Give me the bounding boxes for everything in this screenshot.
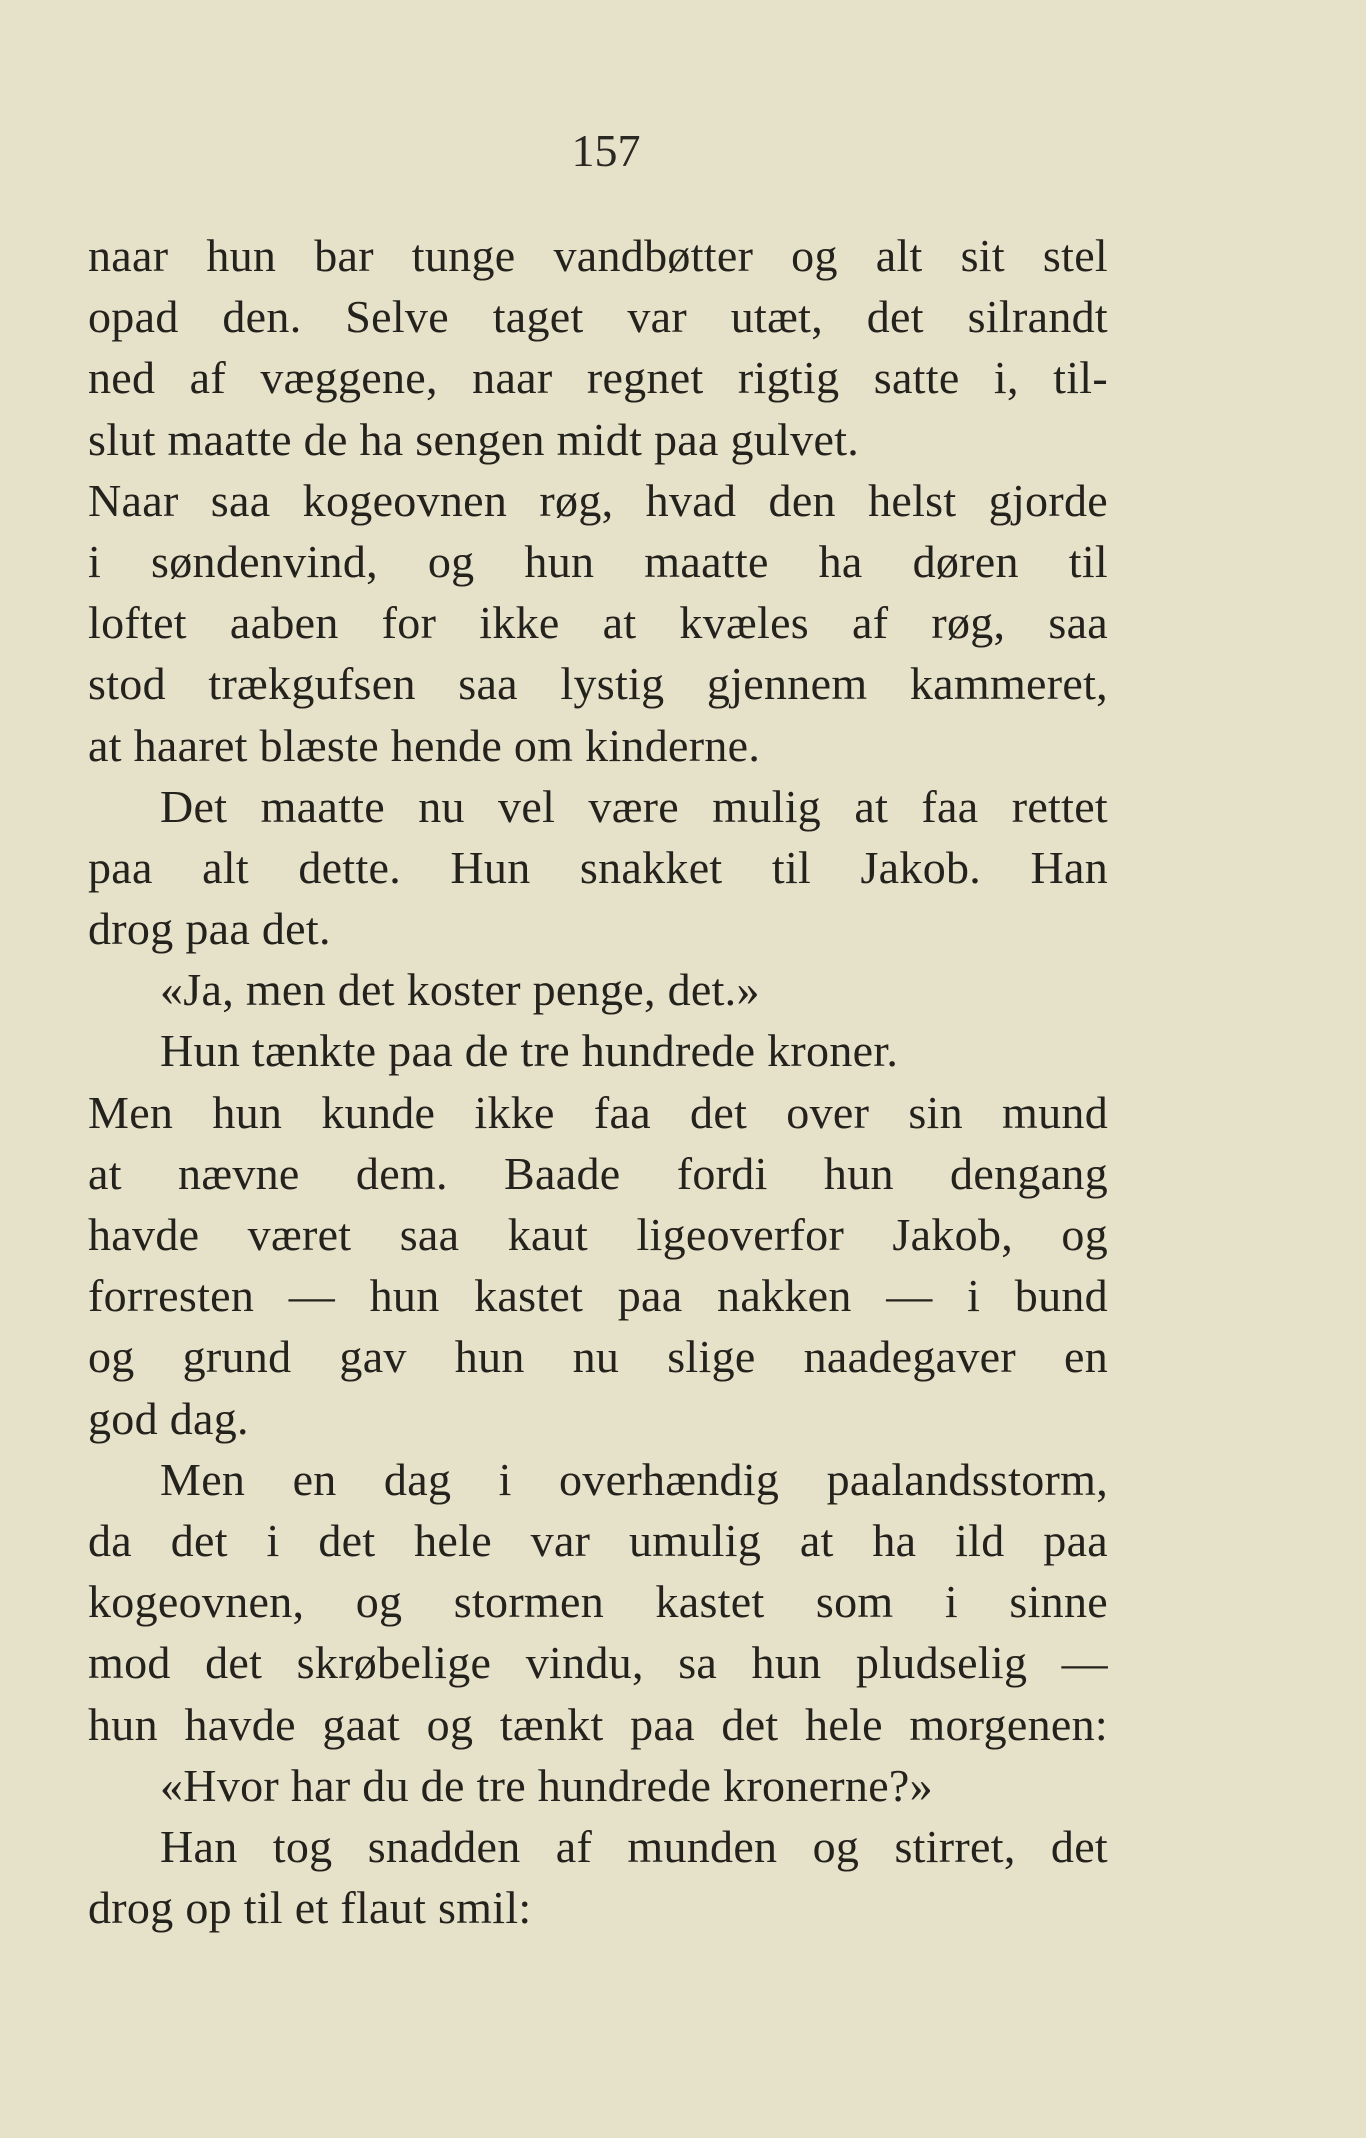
text-line: naar hun bar tunge vandbøtter og alt sit stel: [88, 230, 1108, 281]
text-line: at nævne dem. Baade fordi hun dengang: [88, 1147, 1108, 1199]
text-line: «Hvor har du de tre hundrede kronerne?»: [160, 1759, 933, 1811]
text-line: hun havde gaat og tænkt paa det hele morgenen:: [88, 1698, 1108, 1750]
text-line: havde været saa kaut ligeoverfor Jakob, og: [88, 1209, 1108, 1260]
text-line: stod trækgufsen saa lystig gjennem kammeret,: [88, 658, 1108, 710]
text-line: Det maatte nu vel være mulig at faa rettet: [160, 780, 1108, 832]
page-number: 157: [571, 125, 641, 176]
text-line: slut maatte de ha sengen midt paa gulvet.: [88, 413, 860, 465]
text-line: paa alt dette. Hun snakket til Jakob. Han: [88, 841, 1108, 893]
text-line: forresten — hun kastet paa nakken — i bund: [88, 1270, 1108, 1322]
text-line: Naar saa kogeovnen røg, hvad den helst gjorde: [88, 474, 1108, 526]
text-line: at haaret blæste hende om kinderne.: [88, 719, 761, 771]
text-line: drog paa det.: [88, 903, 331, 955]
text-line: Hun tænkte paa de tre hundrede kroner.: [160, 1025, 899, 1077]
body-text: [88, 225, 1108, 1938]
text-line: da det i det hele var umulig at ha ild paa: [88, 1514, 1108, 1566]
text-line: Men en dag i overhændig paalandsstorm,: [160, 1453, 1108, 1505]
text-line: Han tog snadden af munden og stirret, det: [160, 1820, 1108, 1872]
text-line: drog op til et flaut smil:: [88, 1882, 532, 1934]
text-line: «Ja, men det koster penge, det.»: [160, 964, 760, 1016]
text-line: loftet aaben for ikke at kvæles af røg, saa: [88, 597, 1108, 649]
text-line: og grund gav hun nu slige naadegaver en: [88, 1331, 1108, 1383]
text-line: opad den. Selve taget var utæt, det silrandt: [88, 291, 1108, 343]
text-line: god dag.: [88, 1392, 249, 1444]
text-line: ned af væggene, naar regnet rigtig satte i, til-: [88, 352, 1108, 404]
text-line: i søndenvind, og hun maatte ha døren til: [88, 535, 1108, 587]
text-line: kogeovnen, og stormen kastet som i sinne: [88, 1576, 1108, 1628]
text-line: Men hun kunde ikke faa det over sin mund: [88, 1086, 1108, 1138]
text-line: mod det skrøbelige vindu, sa hun pludselig —: [88, 1637, 1108, 1689]
